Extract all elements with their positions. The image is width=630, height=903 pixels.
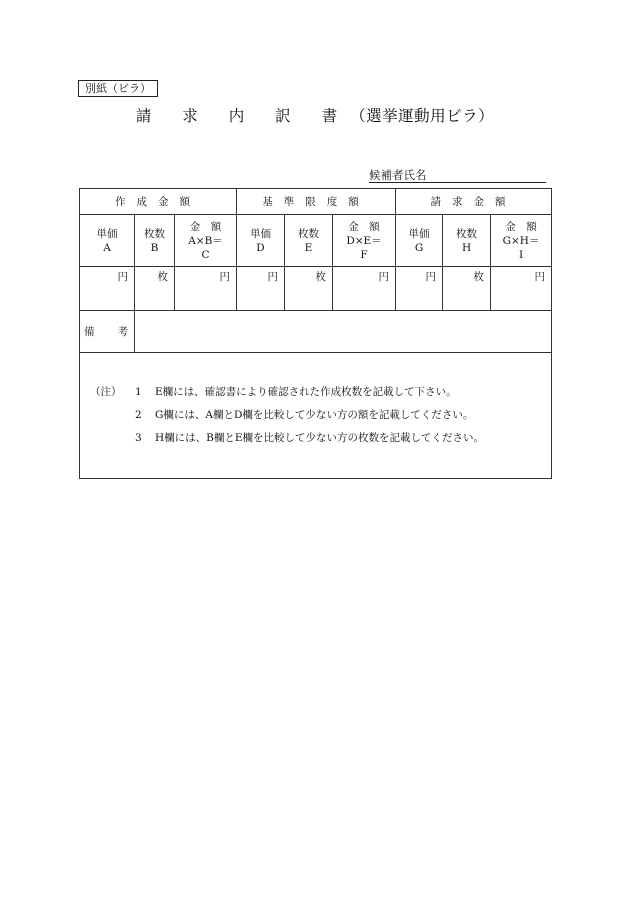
- candidate-name-label: 候補者氏名: [369, 168, 427, 182]
- invoice-breakdown-table: [79, 188, 552, 479]
- value-cell-a[interactable]: 円: [80, 267, 135, 311]
- remarks-label: 備 考: [80, 311, 135, 353]
- group-header-production: 作成金額: [80, 189, 237, 215]
- group-header-row: [80, 189, 552, 215]
- notes-cell: [80, 353, 552, 479]
- col-header-count-h: 枚数 H: [443, 215, 491, 267]
- page-title: [0, 104, 630, 126]
- note-text: H欄には、B欄とE欄を比較して少ない方の枚数を記載してください。: [155, 432, 485, 444]
- note-number: 3: [135, 432, 142, 444]
- group-header-limit: 基準限度額: [237, 189, 396, 215]
- value-cell-i[interactable]: 円: [491, 267, 552, 311]
- title-main: 請 求 内 訳 書: [135, 107, 351, 125]
- col-header-unit-price-d: 単価 D: [237, 215, 285, 267]
- note-number: 2: [135, 409, 142, 421]
- remarks-row: [80, 311, 552, 353]
- note-text: E欄には、確認書により確認された作成枚数を記載して下さい。: [155, 386, 457, 398]
- value-cell-b[interactable]: 枚: [135, 267, 175, 311]
- title-sub: （選挙運動用ビラ）: [350, 107, 495, 125]
- note-number: 1: [135, 386, 142, 398]
- note-text: G欄には、A欄とD欄を比較して少ない方の額を記載してください。: [155, 409, 474, 421]
- col-header-amount-f: 金 額 D×E＝ F: [333, 215, 396, 267]
- notes-list: [90, 381, 551, 450]
- note-item: [90, 404, 551, 427]
- value-cell-f[interactable]: 円: [333, 267, 396, 311]
- note-item: [90, 381, 551, 404]
- col-header-amount-c: 金 額 A×B＝ C: [175, 215, 237, 267]
- value-cell-c[interactable]: 円: [175, 267, 237, 311]
- attachment-label: 別紙（ビラ）: [78, 80, 158, 97]
- value-cell-d[interactable]: 円: [237, 267, 285, 311]
- group-header-claim: 請求金額: [396, 189, 552, 215]
- column-header-row: [80, 215, 552, 267]
- notes-row: [80, 353, 552, 479]
- col-header-unit-price-a: 単価 A: [80, 215, 135, 267]
- col-header-amount-i: 金 額 G×H＝ I: [491, 215, 552, 267]
- candidate-name-field[interactable]: [369, 168, 546, 183]
- value-cell-h[interactable]: 枚: [443, 267, 491, 311]
- value-cell-e[interactable]: 枚: [285, 267, 333, 311]
- value-cell-g[interactable]: 円: [396, 267, 443, 311]
- notes-prefix: （注）: [90, 386, 122, 398]
- note-item: [90, 427, 551, 450]
- col-header-unit-price-g: 単価 G: [396, 215, 443, 267]
- value-row: [80, 267, 552, 311]
- remarks-field[interactable]: [135, 311, 552, 353]
- col-header-count-b: 枚数 B: [135, 215, 175, 267]
- col-header-count-e: 枚数 E: [285, 215, 333, 267]
